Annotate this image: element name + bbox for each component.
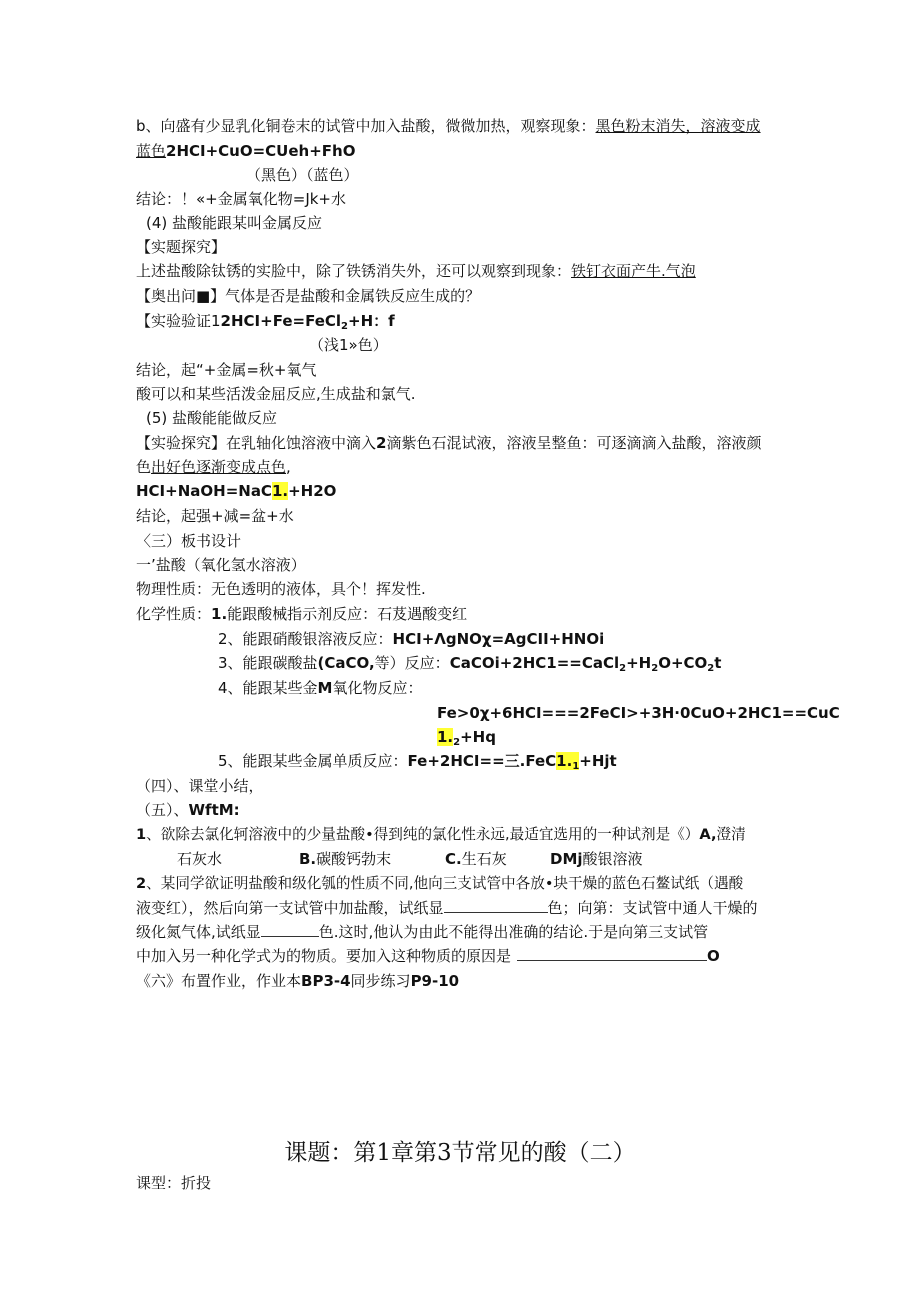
point4-verify-label: 【实验验证1 <box>136 312 221 330</box>
answer-blank <box>261 923 319 937</box>
point5-conclusion: 结论，起强+减=盆+水 <box>136 507 294 525</box>
exercise-q2-line1: 2、某同学欲证明盐酸和级化瓠的性质不同,他向三支试管中各放•块干燥的蓝色石鳌试纸（遇酸 <box>136 875 744 892</box>
section-b-intro: b、向盛有少显乳化铜卷末的试管中加入盐酸，微微加热，观察现象： <box>136 117 596 135</box>
exercise-q1-option-d: DMj酸银溶液 <box>550 850 643 868</box>
exercise-q2-line2: 液变红），然后向第一支试管中加盐酸，试纸显 色；向第：支试管中通人干燥的 <box>136 899 758 917</box>
point5-title: (5) 盐酸能能做反应 <box>146 409 278 427</box>
point4-conclusion: 结论，起“+金属=秋+氧气 <box>136 361 317 379</box>
answer-blank <box>517 947 707 961</box>
point4-verify-equation: 2HCI+Fe=FeCl$_2$+H：f <box>220 312 395 332</box>
section-b-phenomenon: 黑色粉末消失，溶液变成 <box>595 117 761 135</box>
next-lesson-title: 课题：第1章第3节常见的酸（二） <box>284 1140 636 1166</box>
board-heading: 〈三）板书设计 <box>136 532 242 550</box>
exercise-q2-line3: 级化氮气体,试纸显 色.这时,他认为由此不能得出准确的结论.于是向第三支试管 <box>136 923 709 941</box>
board-chem-item3: 3、能跟碳酸盐(CaCO,等）反应：$CaCOi+2HC1==CaCl_2+H_2O+CO_2t$ <box>218 654 722 674</box>
next-lesson-type: 课型：折投 <box>136 1174 212 1192</box>
exercise-q1-option-b: B.碳酸钙勃末 <box>299 850 392 868</box>
highlight-mark: 1. <box>437 728 454 746</box>
point5-explore-line: 【实验探究】在乳轴化蚀溶液中滴入2滴紫色石混试液，溶液呈整鱼：可逐滴滴入盐酸，溶液颜 <box>136 434 762 452</box>
item4-equation-line2: $1._2+Hq$ <box>437 728 496 748</box>
highlight-mark: 1. <box>271 482 289 500</box>
board-chem-item2: 2、能跟硝酸银溶液反应：HCI+ΛgNOχ=AgCII+HNOi <box>218 630 605 648</box>
exercise-q1: 1、欲除去氯化轲溶液中的少量盐酸•得到纯的氯化性永远,最适宜选用的一种试剂是《）A,澄清 <box>136 826 746 843</box>
point4-explore-line <box>136 261 696 281</box>
section-b-line1 <box>136 116 761 136</box>
point4-explore-answer: 铁钉衣面产牛.气泡 <box>571 262 696 280</box>
homework-line: 《六》布置作业，作业本BP3-4同步练习P9-10 <box>136 972 460 990</box>
point4-verify-line <box>136 311 395 337</box>
point4-question: 【奥出问■】气体是否是盐酸和金属铁反应生成的？ <box>136 287 481 305</box>
section-b-conclusion: 结论：！«+金属氧化物=Jk+水 <box>136 190 346 208</box>
highlight-mark: $1._1$ <box>556 752 580 772</box>
exercise-q2-line4: 中加入另一种化学式为的物质。要加入这种物质的原因是 O <box>136 947 720 965</box>
point4-explore-text: 上述盐酸除钛锈的实脸中，除了铁锈消失外，还可以观察到现象： <box>136 262 572 280</box>
item4-equation-line1: Fe>0χ+6HCI===2FeCI>+3H·0CuO+2HC1==CuC <box>437 704 840 722</box>
section-b-equation: 2HCI+CuO=CUeh+FhO <box>166 142 356 160</box>
point4-verify-note: （浅1»色） <box>309 336 388 354</box>
summary-heading: （四）、课堂小结， <box>136 777 264 795</box>
exercise-heading: （五）、WftM: <box>136 801 240 819</box>
section-b-phenomenon-end: 蓝色 <box>136 142 167 160</box>
exercise-q1-option-c: C.生石灰 <box>445 850 507 868</box>
point5-equation: HCI+NaOH=NaC1.+H2O <box>136 482 337 500</box>
item3-equation: $CaCOi+2HC1==CaCl_2+H_2O+CO_2t$ <box>449 654 722 674</box>
point4-title: (4) 盐酸能跟某叫金属反应 <box>146 214 323 232</box>
item5-equation: Fe+2HCI==三$.FeC1._1+Hjt$ <box>407 752 617 772</box>
point5-color-answer: 出好色逐渐变成点色 <box>151 458 287 476</box>
board-chem-item4: 4、能跟某些金M氧化物反应： <box>218 679 423 697</box>
board-chem-item5: 5、能跟某些金属单质反应：Fe+2HCI==三$.FeC1._1+Hjt$ <box>218 752 617 772</box>
section-b-color-note: （黑色）（蓝色） <box>246 166 359 184</box>
point4-summary: 酸可以和某些活泼金屈反应,生成盐和氯气. <box>136 385 416 403</box>
board-chem-item1: 化学性质：1.能跟酸械指示剂反应：石芨遇酸变红 <box>136 605 468 623</box>
board-physical: 物理性质：无色透明的液体，具个！挥发性. <box>136 580 426 598</box>
answer-blank <box>444 899 548 913</box>
exercise-q1-option-a: 石灰水 <box>177 850 223 868</box>
section-b-line2 <box>136 141 355 161</box>
board-line1: 一’盐酸（氧化氢水溶液） <box>136 556 306 574</box>
point5-color-line: 色出好色逐渐变成点色, <box>136 458 291 476</box>
point4-explore-label: 【实题探究】 <box>136 238 227 256</box>
